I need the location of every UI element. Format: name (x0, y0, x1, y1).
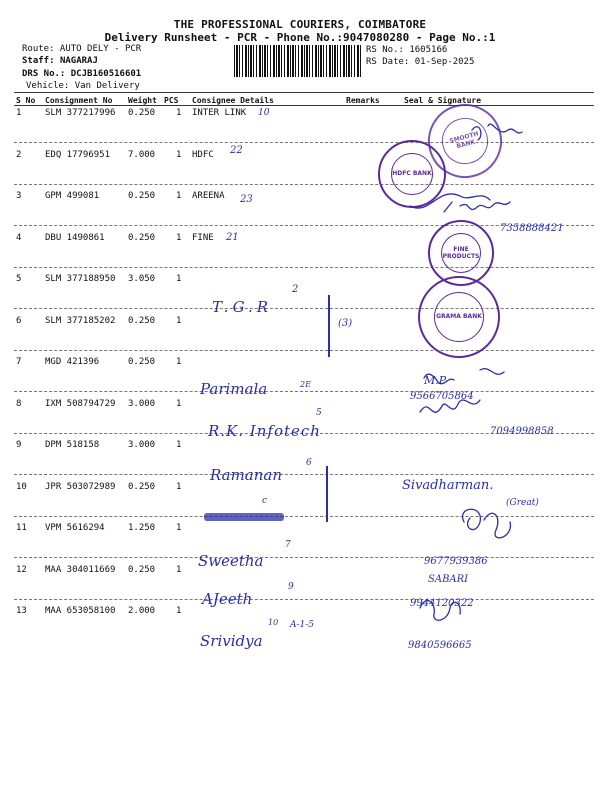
hw-sweetha: Sweetha (198, 552, 264, 570)
row-weight: 3.000 (128, 398, 156, 409)
staff-name: NAGARAJ (59, 56, 98, 66)
row-sno: 9 (16, 440, 22, 450)
hw-scribble (204, 513, 284, 521)
row-weight: 2.000 (128, 606, 156, 616)
row-weight: 0.250 (128, 481, 156, 492)
hw-a15: A-1-5 (290, 620, 315, 630)
row-weight: 0.250 (128, 315, 156, 326)
row-consignment-no: MAA 653058100 (45, 606, 116, 616)
rs-date: RS Date: 01-Sep-2025 (366, 57, 475, 67)
hw-sivadharman: Sivadharman. (402, 478, 494, 493)
row-sno: 2 (16, 149, 22, 160)
hw-tgr-num: 2 (292, 284, 299, 295)
row-sno: 6 (16, 315, 22, 326)
row-weight: 3.000 (128, 440, 156, 450)
row-pcs: 1 (176, 606, 182, 616)
row-consignment-no: SLM 377185202 (45, 315, 116, 326)
hw-ramanan: Ramanan (210, 466, 283, 484)
header-rule-bottom (14, 105, 594, 106)
hw-parimala: Parimala (200, 380, 268, 398)
row-weight: 0.250 (128, 108, 156, 118)
hw-bracket (328, 295, 330, 357)
hw-sig-mp: M.P (424, 374, 447, 387)
row-consignment-no: IXM 508794729 (45, 398, 116, 409)
row-consignee: AREENA (192, 191, 225, 201)
stamp-3: FINE PRODUCTS (428, 220, 494, 286)
row-sno: 8 (16, 398, 22, 409)
hw-n4: 21 (226, 232, 239, 243)
row-sno: 4 (16, 232, 22, 243)
row-pcs: 1 (176, 191, 182, 201)
hw-parimala-n: 2E (300, 380, 311, 389)
row-pcs: 1 (176, 564, 182, 575)
header-rule-top (14, 92, 594, 93)
col-consignment: Consignment No (45, 96, 113, 105)
hw-n3: 23 (240, 194, 253, 205)
hw-great: (Great) (506, 498, 539, 508)
row-consignee: HDFC (192, 149, 214, 160)
row-pcs: 1 (176, 232, 182, 243)
stamp-2: HDFC BANK (378, 140, 446, 208)
row-consignment-no: SLM 377217996 (45, 108, 116, 118)
stamp-1: SMOOTH BANK (420, 96, 511, 187)
row-sno: 1 (16, 108, 22, 118)
hw-phone-4: 9677939386 (424, 556, 488, 567)
row-weight: 3.050 (128, 274, 156, 284)
row-sno: 7 (16, 357, 22, 367)
rs-number: RS No.: 1605166 (366, 45, 448, 55)
row-consignment-no: SLM 377188950 (45, 274, 116, 284)
row-weight: 0.250 (128, 191, 156, 201)
row-consignee: FINE (192, 232, 214, 243)
col-sno: S No (16, 96, 36, 105)
row-sno: 3 (16, 191, 22, 201)
col-seal: Seal & Signature (404, 96, 482, 105)
hw-phone-1: 9566705864 (410, 391, 474, 402)
row-consignment-no: DPM 518158 (45, 440, 100, 450)
hw-sweetha-n: 7 (285, 540, 291, 550)
hw-circle-3: (3) (338, 318, 353, 329)
row-weight: 0.250 (128, 564, 156, 575)
row-sno: 13 (16, 606, 27, 616)
row-consignment-no: VPM 5616294 (45, 523, 105, 533)
hw-sabari: SABARI (428, 574, 469, 585)
staff-row (22, 56, 98, 67)
row-weight: 1.250 (128, 523, 156, 533)
hw-srividya: Srividya (200, 632, 263, 650)
hw-ramanan-n: 6 (306, 458, 312, 468)
row-consignment-no: DBU 1490861 (45, 232, 105, 243)
hw-ajeeth-n: 9 (288, 582, 294, 592)
row-consignment-no: MGD 421396 (45, 357, 100, 367)
hw-phone-6: 9840596665 (408, 640, 472, 651)
row-weight: 7.000 (128, 149, 156, 160)
col-remarks: Remarks (346, 96, 380, 105)
col-pcs: PCS (164, 96, 179, 105)
row-consignment-no: EDQ 17796951 (45, 149, 111, 160)
row-sno: 11 (16, 523, 27, 533)
col-consignee: Consignee Details (192, 96, 274, 105)
runsheet-subtitle: Delivery Runsheet - PCR - Phone No.:9047080280 - Page No.:1 (104, 31, 496, 44)
row-sno: 12 (16, 564, 27, 575)
hw-rk: R.K. Infotech (208, 422, 321, 440)
hw-n2: 22 (230, 145, 243, 156)
row-pcs: 1 (176, 357, 182, 367)
row-weight: 0.250 (128, 357, 156, 367)
row-consignment-no: GPM 499081 (45, 191, 100, 201)
row-sno: 10 (16, 481, 27, 492)
row-pcs: 1 (176, 274, 182, 284)
signature-scribbles (380, 108, 570, 668)
hw-c-mark: c (262, 496, 268, 506)
hw-phone-3: 7094998858 (490, 426, 554, 437)
row-consignment-no: MAA 304011669 (45, 564, 116, 575)
row-consignment-no: JPR 503072989 (45, 481, 116, 492)
hw-srividya-n: 10 (268, 618, 279, 627)
row-pcs: 1 (176, 440, 182, 450)
hw-ajeeth: AJeeth (202, 590, 253, 608)
vehicle-label: Vehicle: Van Delivery (26, 81, 140, 91)
staff-label: Staff: (22, 56, 55, 66)
hw-phone-5: 9944120322 (410, 598, 474, 609)
row-weight: 0.250 (128, 232, 156, 243)
col-weight: Weight (128, 96, 157, 105)
hw-phone-2: 7358888421 (500, 223, 564, 234)
row-pcs: 1 (176, 398, 182, 409)
row-sno: 5 (16, 274, 22, 284)
stamp-4: GRAMA BANK (418, 276, 500, 358)
row-pcs: 1 (176, 108, 182, 118)
row-consignee: INTER LINK (192, 108, 247, 118)
barcode (234, 45, 362, 77)
row-pcs: 1 (176, 149, 182, 160)
row-pcs: 1 (176, 481, 182, 492)
hw-rk-n: 5 (316, 408, 322, 418)
company-title: THE PROFESSIONAL COURIERS, COIMBATORE (173, 18, 427, 31)
row-pcs: 1 (176, 523, 182, 533)
hw-tgr: T.G.R (212, 298, 273, 316)
row-pcs: 1 (176, 315, 182, 326)
hw-bracket-2 (326, 466, 328, 522)
route-label: Route: AUTO DELY - PCR (22, 44, 142, 54)
hw-n1: 10 (258, 108, 270, 118)
drs-number: DRS No.: DCJB160516601 (22, 69, 142, 79)
